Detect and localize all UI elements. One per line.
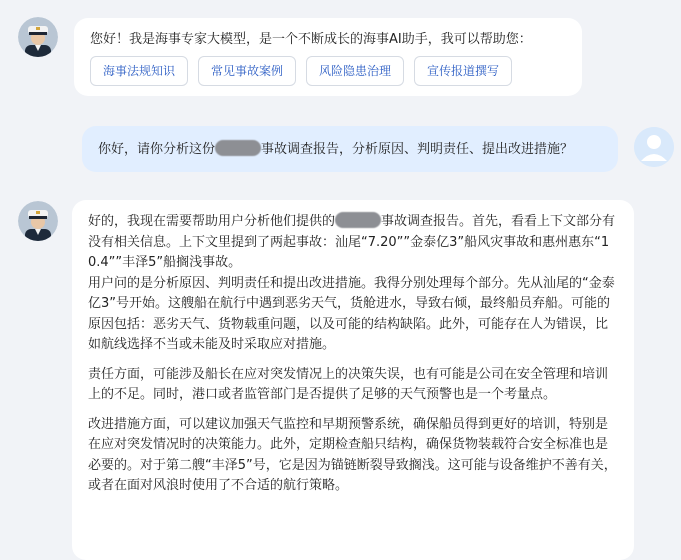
redacted-region: [215, 140, 261, 156]
assistant-avatar: [18, 17, 58, 57]
chip-accident-cases[interactable]: 常见事故案例: [198, 56, 296, 86]
greeting-text: 您好！我是海事专家大模型，是一个不断成长的海事AI助手，我可以帮助您：: [90, 32, 532, 47]
answer-paragraph: [88, 212, 618, 274]
user-avatar: [634, 127, 674, 167]
assistant-answer-bubble: [72, 200, 634, 560]
assistant-avatar: [18, 201, 58, 241]
user-message-prefix: 你好，请你分析这份: [98, 142, 216, 157]
redacted-region: [335, 212, 381, 228]
user-message-text: [98, 140, 573, 159]
user-message-bubble: [82, 126, 618, 172]
answer-paragraph: 用户问的是分析原因、判明责任和提出改进措施。我得分别处理每个部分。先从汕尾的“金泰亿3”号开始。这艘船在航行中遇到恶劣天气，货舱进水，导致右倾，最终船员弃船。可能的原因包括：恶劣天气、货物载重问题，以及可能的结构缺陷。此外，可能存在人为错误，比如航线选择不当或未能及时采取应对措施。: [88, 275, 615, 352]
answer-paragraph: 责任方面，可能涉及船长在应对突发情况上的决策失误，也有可能是公司在安全管理和培训上的不足。同时，港口或者监管部门是否提供了足够的天气预警也是一个考量点。: [88, 366, 609, 402]
greeting-bubble: [74, 18, 582, 96]
chip-risk-management[interactable]: 风险隐患治理: [306, 56, 404, 86]
user-message-suffix: 事故调查报告，分析原因、判明责任、提出改进措施？: [261, 142, 574, 157]
chip-maritime-regulations[interactable]: 海事法规知识: [90, 56, 188, 86]
answer-p1-suffix: 事故调查报告。首先，看看上下文部分有没有相关信息。上下文里提到了两起事故：汕尾“7.20””金泰亿3”船风灾事故和惠州惠东“10.4””丰泽5”船搁浅事故。: [88, 214, 616, 270]
suggestion-chips: [90, 56, 512, 86]
answer-p1-prefix: 好的，我现在需要帮助用户分析他们提供的: [88, 214, 336, 229]
assistant-answer: [88, 212, 618, 497]
chip-press-writing[interactable]: 宣传报道撰写: [414, 56, 512, 86]
answer-paragraph: 改进措施方面，可以建议加强天气监控和早期预警系统，确保船员得到更好的培训，特别是在应对突发情况时的决策能力。此外，定期检查船只结构，确保货物装载符合安全标准也是必要的。对于第二艘“丰泽5”号，它是因为锚链断裂导致搁浅。这可能与设备维护不善有关，或者在面对风浪时使用了不合适的航行策略。: [88, 416, 617, 493]
